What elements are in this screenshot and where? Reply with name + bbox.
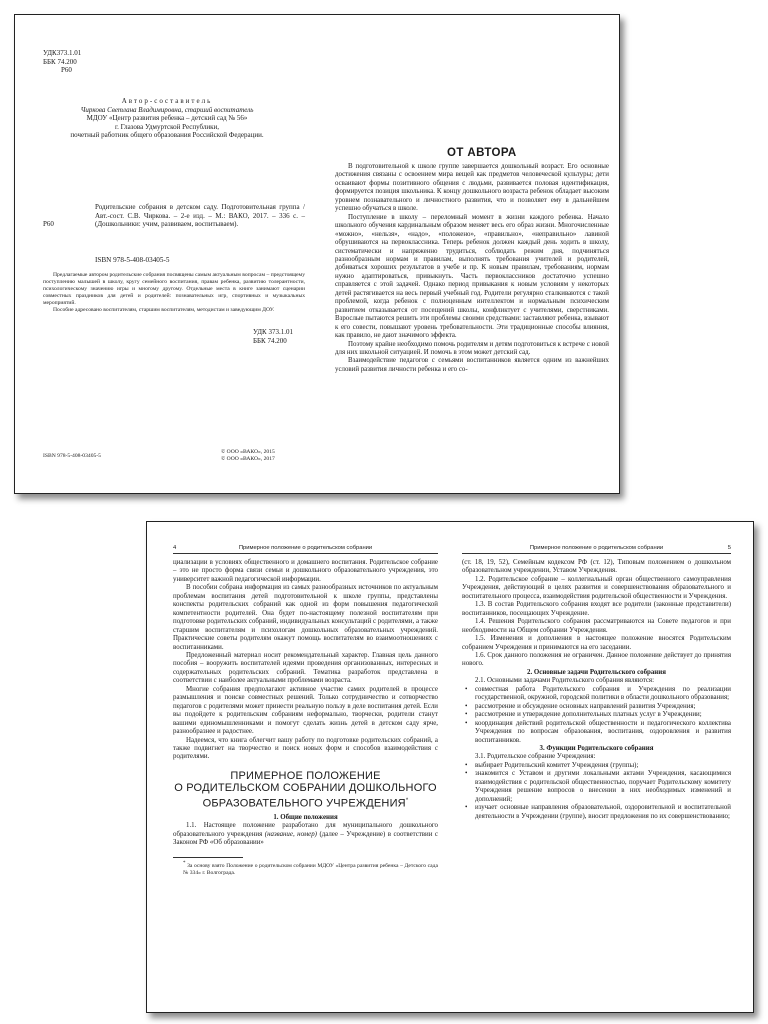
list-item: • совместная работа Родительского собрания и Учреждения по реализации государственной, окружной, городской политики в области дошкольного образования; xyxy=(462,686,731,703)
book-spread-imprint xyxy=(14,14,620,494)
copyright-block xyxy=(221,449,275,463)
footnote xyxy=(173,860,438,877)
body-paragraph: 1.2. Родительское собрание – коллегиальный орган общественного самоуправления Учреждения, действующий в целях развития и совершенствования образовательного и воспитательного процесса, взаимодействия родительской общественности и Учреждения. xyxy=(462,575,731,600)
preface-paragraph: В подготовительной к школе группе завершается дошкольный возраст. Его основные достижения связаны с освоением мира вещей как предметов человеческой культуры; дети осваивают формы позитивного общения с людьми, развивается половая идентификация, формируется позиция школьника. К концу дошкольного возраста ребенок обладает высоким уровнем познавательного и личностного развития, что и позволяет ему в дальнейшем успешно обучаться в школе. xyxy=(335,163,609,213)
running-head xyxy=(462,545,731,554)
clause-text-end: (далее – Учреждение) в соответствии с Законом РФ «Об образовании» xyxy=(173,830,438,847)
body-paragraph: 1.3. В состав Родительского собрания входят все родители (законные представители) воспитанников, посещающих Учреждение. xyxy=(462,601,731,617)
body-paragraph: 1.6. Срок данного положения не ограничен. Данное положение действует до принятия нового. xyxy=(462,651,731,668)
section-title-text: ОБРАЗОВАТЕЛЬНОГО УЧРЕЖДЕНИЯ xyxy=(202,797,406,810)
bbk-code: ББК 74.200 xyxy=(43,57,77,66)
footnote-text: За основу взято Положение о родительском собрании МДОУ «Центра развития ребенка – Детского сада № 334» г. Волгограда. xyxy=(183,862,438,876)
body-paragraph: (ст. 18, 19, 52), Семейным кодексом РФ (ст. 12), Типовым положением о дошкольном образовательном учреждении, Уставом Учреждения. xyxy=(462,559,731,575)
page-number: 5 xyxy=(727,545,731,551)
body-paragraph: В пособии собрана информация из самых разнообразных источников по актуальным проблемам воспитания детей подготовительной к школе группы, представлены конспекты родительских собраний как одной из форм повышения педагогической компетентности родителей. Она будет по-настоящему полезной воспитателям при подготовке родительских собраний, индивидуальных консультаций с родителями, а также старшим воспитателям и психологам дошкольных образовательных учреждений. Практические советы родителям окажут помощь воспитателям во взаимоотношениях с воспитанниками. xyxy=(173,584,438,651)
copyright-line: © ООО «ВАКО», 2015 xyxy=(221,449,275,455)
bibliographic-record xyxy=(43,203,305,229)
book-spread-regulation xyxy=(146,521,754,1013)
section-title-line: ПРИМЕРНОЕ ПОЛОЖЕНИЕ xyxy=(230,769,381,782)
preface-paragraph: Поступление в школу – переломный момент в жизни каждого ребенка. Начало школьного обучения кардинальным образом меняет весь его образ жизни. Многочисленные «можно», «нельзя», «надо», «положено», «правильно», «неправильно» лавиной обрушиваются на первоклассника. Теперь ребенок должен каждый день ходить в школу, систематически и напряженно трудиться, соблюдать режим дня, подчиняться разнообразным нормам и правилам, выполнять требования учителей и родителей, добиваться хороших результатов в учебе и пр. К новым правилам, требованиям, нормам нужно адаптироваться, привыкнуть. Часть первоклассников достаточно успешно справляется с этой задачей. Однако период привыкания к новым условиям у некоторых детей растягивается на весь первый учебный год. Родители регулярно сталкиваются с такой проблемой, когда ребенок с полноценным интеллектом и нормальным психическим развитием отказывается от посещений школы, конфликтует с учителями, сверстниками. Взрослые пытаются решить эти проблемы своими средствами: заставляют ребенка, взывают к его совести, повышают уровень требовательности. Эти традиционные способы влияния, как правило, не дают значимого эффекта. xyxy=(335,213,609,340)
preface-body xyxy=(335,163,609,374)
page-number: 4 xyxy=(173,545,177,551)
author-name-line: Чиркова Светлана Владимировна, старший воспитатель xyxy=(80,105,254,114)
author-sign: Р60 xyxy=(61,66,72,75)
author-header: Автор-составитель xyxy=(121,97,213,105)
annotation xyxy=(43,272,305,314)
page-4-body xyxy=(173,559,438,877)
running-head-title: Примерное положение о родительском собрании xyxy=(529,545,664,551)
footnote-marker: * xyxy=(405,797,409,804)
page-4 xyxy=(147,522,450,1012)
imprint-page xyxy=(15,15,317,493)
preface-paragraph: Поэтому крайне необходимо помочь родителям и детям подготовиться к встрече с новой для них школьной ситуацией. И помочь в этом может детский сад. xyxy=(335,340,609,356)
subheading: 2. Основные задачи Родительского собрания xyxy=(527,668,666,676)
running-head xyxy=(173,545,438,554)
preface-title: ОТ АВТОРА xyxy=(447,147,517,159)
list-item: • изучает основные направления образовательной, оздоровительной и воспитательной деятельности в Учреждении (группе), вносит предложения по их совершенствованию; xyxy=(462,804,731,821)
subheading: 3. Функции Родительского собрания xyxy=(539,744,654,752)
clause-text: 1.1. Настоящее положение разработано для муниципального дошкольного образовательного учреждения xyxy=(173,822,438,838)
udk-code-bottom: УДК 373.1.01 xyxy=(253,328,293,336)
body-paragraph: Многие собрания предполагают активное участие самих родителей в процессе размышления и поиске совместных решений. Только сотрудничество и сотворчество педагогов с родителями может принести реальную пользу в деле воспитания детей. Если вы подойдете к родительским собраниям неформально, творчески, родители станут вашими единомышленниками и помогут сделать жизнь детей в детском саду ярче, разнообразнее и радостнее. xyxy=(173,685,438,736)
preface-paragraph: Взаимодействие педагогов с семьями воспитанников является одним из важнейших условий развития личности ребенка и его со- xyxy=(335,357,609,373)
page-5-body xyxy=(462,559,731,821)
tasks-list xyxy=(462,686,731,745)
list-item: • координация действий родительской общественности и педагогического коллектива Учреждения по вопросам образования, воспитания, оздоровления и развития воспитанников. xyxy=(462,720,731,745)
section-title-line xyxy=(173,795,438,810)
udk-code: УДК373.1.01 xyxy=(43,49,82,57)
section-title-line: О РОДИТЕЛЬСКОМ СОБРАНИИ ДОШКОЛЬНОГО xyxy=(174,782,437,795)
running-head-title: Примерное положение о родительском собрании xyxy=(238,545,373,551)
biblio-code: Р60 xyxy=(43,220,54,228)
clause-italic: (название, номер) xyxy=(264,830,317,838)
section-title xyxy=(173,770,438,810)
list-item: • рассмотрение и обсуждение основных направлений развития Учреждения; xyxy=(462,703,731,711)
footnote-mark: * xyxy=(183,860,186,866)
footnote-divider xyxy=(173,857,243,858)
isbn: ISBN 978-5-408-03405-5 xyxy=(95,256,170,264)
udk-block-top xyxy=(43,49,81,75)
body-paragraph: 2.1. Основными задачами Родительского собрания являются: xyxy=(475,677,655,685)
list-item: • выбирает Родительский комитет Учреждения (группы); xyxy=(462,762,731,770)
body-paragraph: Надеемся, что книга облегчит вашу работу по подготовке родительских собраний, а также подвигнет на творчество и поиск новых форм и способов взаимодействия с родителями. xyxy=(173,736,438,761)
body-paragraph: Предложенный материал носит рекомендательный характер. Главная цель данного пособия – вооружить воспитателей идеями проведения организованных, интересных и содержательных родительских собраний. Тематика разработок представлена в соответствии с наиболее актуальными проблемами возраста. xyxy=(173,651,438,685)
list-item: • рассмотрение и утверждение дополнительных платных услуг в Учреждении; xyxy=(462,711,731,719)
functions-list xyxy=(462,762,731,821)
author-affiliation-line: МДОУ «Центр развития ребенка – детский сад № 56» xyxy=(86,114,248,123)
preface-page xyxy=(317,15,619,493)
bbk-code-bottom: ББК 74.200 xyxy=(253,336,287,345)
body-paragraph: циализации в условиях общественного и домашнего воспитания. Родительское собрание – это не просто форма связи семьи и дошкольного образовательного учреждения, это университет важной педагогической информации. xyxy=(173,559,438,583)
copyright-line: © ООО «ВАКО», 2017 xyxy=(221,456,275,462)
page-5 xyxy=(450,522,753,1012)
subheading: 1. Общие положения xyxy=(273,814,338,822)
author-title-line: почетный работник общего образования Российской Федерации. xyxy=(70,131,264,140)
isbn-bottom: ISBN 978-5-408-03405-5 xyxy=(43,453,101,459)
annotation-paragraph: Предлагаемые автором родительские собрания посвящены самым актуальным вопросам – предстоящему поступлению малышей в школу, кругу семейного воспитания, правам ребенка, развитию толерантности, психологическому значению игры и многому другому. Отдельные места в книге занимают сценарии совместных праздников для детей и родителей: познавательных игр, спортивных и музыкальных мероприятий. xyxy=(43,272,305,306)
clause-paragraph xyxy=(173,822,438,847)
biblio-text: Родительские собрания в детском саду. Подготовительная группа / Авт.-сост. С.В. Чиркова. – 2-е изд. – М.: ВАКО, 2017. – 336 с. – (Дошкольники: учим, развиваем, воспитываем). xyxy=(95,203,305,229)
udk-block-bottom xyxy=(253,328,293,345)
body-paragraph: 1.5. Изменения и дополнения в настоящее положение вносятся Родительским собранием Учреждения и принимаются на его заседании. xyxy=(462,635,731,651)
author-city-line: г. Глазова Удмуртской Республики, xyxy=(114,122,220,131)
author-block xyxy=(33,97,301,140)
annotation-paragraph: Пособие адресовано воспитателям, старшим воспитателям, методистам и заведующим ДОУ. xyxy=(53,307,275,313)
body-paragraph: 3.1. Родительское собрание Учреждения: xyxy=(475,753,596,761)
body-paragraph: 1.4. Решения Родительского собрания рассматриваются на Совете педагогов и при необходимости на Общем собрании Учреждения. xyxy=(462,618,731,634)
list-item: • знакомится с Уставом и другими локальными актами Учреждения, касающимися взаимодействия с родительской общественностью, поручает Родительскому комитету Учреждения решение вопросов о внесении в них необходимых изменений и дополнений; xyxy=(462,770,731,804)
